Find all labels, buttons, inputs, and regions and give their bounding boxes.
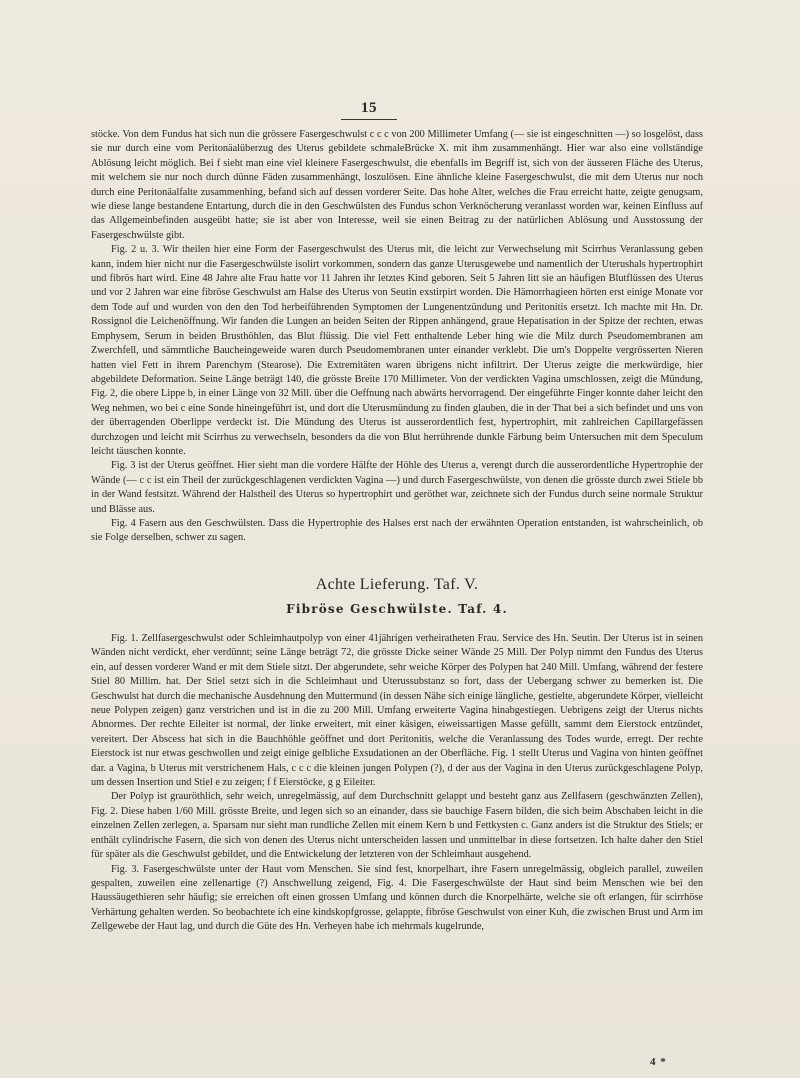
- paragraph: Fig. 2 u. 3. Wir theilen hier eine Form der Fasergeschwulst des Uterus mit, die leicht zur Verwechselung mit Scirrhus Veranlassung geben kann, indem hier nicht nur die Fasergeschwülste isolirt vorkommen, sondern das ganze Uterusgewebe und namentlich der Uterushals hypertrophirt und fibrös hart wird. Eine 48 Jahre alte Frau hatte vor 11 Jahren ihr letztes Kind geboren. Seit 5 Jahren litt sie an häufigen Blutflüssen des Uterus und vor 2 Jahren war eine fibröse Geschwulst am Halse des Uterus von Seutin exstirpirt worden. Die Hämorrhagieen hörten erst einige Monate vor dem Tode auf und wurden von den den Tod herbeiführenden Symptomen der Lungenentzündung und Peritonitis ersetzt. Ich machte mit Hn. Dr. Rossignol die Leichenöffnung. Wir fanden die Lungen an beiden Seiten der Rippen anhängend, graue Hepatisation in der Spitze der rechten, etwas Emphysem, Serum in beiden Brusthöhlen, das Blut flüssig. Die viel Fett enthaltende Leber hing wie die Milz durch Pseudomembranen am Zwerchfell, und sämmtliche Baucheingeweide waren durch Pseudomembranen unter einander verklebt. Die um's Doppelte vergrösserten Nieren hatten viel Fett in ihrem Parenchym (Stearose). Die Extremitäten waren übrigens nicht infiltrirt. Der Uterus zeigte die merkwürdige, hier abgebildete Deformation. Seine Länge beträgt 140, die grösste Breite 170 Millimeter. Von der verdickten Vagina umschlossen, zeigt die Mündung, Fig. 2, die obere Lippe b, in einer Länge von 32 Mill. über die Oeffnung nach abwärts hervorragend. Der eingeführte Finger konnte daher leicht den Weg nehmen, wo bei c eine Sonde hineingeführt ist, und dort die Uterusmündung zu finden glauben, die in der That bei a sich befindet und uns von der überragenden Oberlippe verdeckt ist. Die Mündung des Uterus ist ausserordentlich fest, hypertrophirt, mit zahlreichen Capillargefässen durchzogen und leicht mit Scirrhus zu verwechseln, besonders da die von Blut herrührende dunkle Färbung beim Untersuchen mit dem Speculum leicht täuschen konnte.: [91, 244, 703, 457]
- page-number: 15: [361, 100, 377, 116]
- page-number-rule: [341, 119, 397, 120]
- paragraph: Fig. 1. Zellfasergeschwulst oder Schleimhautpolyp von einer 41jährigen verheiratheten Frau. Service des Hn. Seutin. Der Uterus ist in seinen Wänden nicht verdickt, eher verdünnt; seine Länge beträgt 72, die grösste Dicke seiner Wände 25 Mill. Der Polyp nimmt den Fundus des Uterus ein, auf dessen vorderer Wand er mit dem Stiele sitzt. Der abgerundete, sehr weiche Körper des Polypen hat 240 Mill. Umfang, während der festere Stiel 80 Millim. hat. Der Stiel setzt sich in die Schleimhaut und Uterussubstanz so fort, dass der Uebergang schwer zu bemerken ist. Die Geschwulst hat durch die mechanische Ausdehnung den Muttermund (in dessen Nähe sich einige längliche, gestielte, abgerundete Körper, vielleicht neue Polypen zeigen) ganz verstrichen und ist in die zu 200 Mill. Umfang erweiterte Vagina hinabgestiegen. Uebrigens zeigt der Uterus nichts Abnormes. Der rechte Eileiter ist normal, der linke erweitert, mit einer käsigen, eiweissartigen Masse gefüllt, sammt dem Eierstock entzündet, vereitert. Der Abscess hat sich in die Bauchhöhle geöffnet und dort Peritonitis, welche die Veranlassung des Todes wurde, erregt. Der rechte Eierstock ist nur etwas geschwollen und zeigt einige gelbliche Exsudationen an der Oberfläche. Fig. 1 stellt Uterus und Vagina von hinten geöffnet dar. a Vagina, b Uterus mit verstrichenem Hals, c c c die kleinen jungen Polypen (?), d der aus der Vagina in den Uterus zurückgeschlagene Polyp, um dessen Insertion und Stiel e zu zeigen; f f Eierstöcke, g g Eileiter.: [91, 633, 703, 789]
- section-heading: Achte Lieferung. Taf. V.: [315, 576, 479, 593]
- paragraph: Fig. 3. Fasergeschwülste unter der Haut vom Menschen. Sie sind fest, knorpelhart, ihre Fasern unregelmässig, obgleich parallel, zuweilen gespalten, zuweilen eine zellenartige (?) Anschwellung zeigend, Fig. 4. Die Fasergeschwülste der Haut sind beim Menschen wie bei den Haussäugethieren sehr häufig; sie erreichen oft einen grossen Umfang und können durch die Knorpelhärte, welche sie oft erlangen, für scirrhöse Verhärtung gehalten werden. So beobachtete ich eine kindskopfgrosse, gelappte, fibröse Geschwulst von einer Kuh, die zwischen Brust und Arm im Zellgewebe der Haut lag, und durch die Güte des Hn. Verheyen habe ich mehrmals kugelrunde,: [91, 863, 703, 933]
- paragraph: Fig. 3 ist der Uterus geöffnet. Hier sieht man die vordere Hälfte der Höhle des Uterus a, verengt durch die ausserordentliche Hypertrophie der Wände (— c c ist ein Theil der zurückgeschlagenen verdickten Vagina —) und durch Fasergeschwülste, von denen die grösste durch zwei Stiele bb in der Wand festsitzt. Während der Halstheil des Uterus so hypertrophirt und geröthet war, zeichnete sich der Fundus durch seine normale Struktur und Blässe aus.: [91, 460, 703, 515]
- text-block-top: [91, 128, 703, 546]
- text-block-bottom: [91, 632, 703, 935]
- signature-mark: 4 *: [650, 1056, 667, 1068]
- section-subheading: Fibröse Geschwülste. Taf. 4.: [286, 602, 508, 616]
- paragraph: Fig. 4 Fasern aus den Geschwülsten. Dass die Hypertrophie des Halses erst nach der erwähnten Operation entstanden, ist wahrscheinlich, ob sie Folge derselben, schwer zu sagen.: [91, 517, 703, 544]
- paragraph: stöcke. Von dem Fundus hat sich nun die grössere Fasergeschwulst c c c von 200 Millimeter Umfang (— sie ist eingeschnitten —) so losgelöst, dass sie nur durch eine vom Peritonäalüberzug des Uterus gebildete schmaleBrücke X. mit ihm zusammenhängt. Hier war also eine vollständige Ablösung leicht möglich. Bei f sieht man eine viel kleinere Fasergeschwulst, die ebenfalls im Begriff ist, sich von der äusseren Fläche des Uterus, mit welchem sie nur noch durch dünne Fäden zusammenhängt, loszulösen. Eine ähnliche kleine Fasergeschwulst, die mit dem Uterus nur noch durch eine Peritonäalfalte zusammenhing, befand sich auf dessen vorderer Seite. Das hohe Alter, welches die Frau erreicht hatte, zeigte genugsam, wie diese lange bestandene Entartung, durch die in den Geschwülsten des Fundus schon Verknöcherung veranlasst worden war, keinen Einfluss auf das Allgemeinbefinden ausgeübt hatte; sie ist aber von Interesse, weil sie einen Beitrag zu der natürlichen Ablösung und Ausstossung der Fasergeschwülste gibt.: [91, 129, 703, 241]
- paragraph: Der Polyp ist grauröthlich, sehr weich, unregelmässig, auf dem Durchschnitt gelappt und besteht ganz aus Zellfasern (geschwänzten Zellen), Fig. 2. Diese haben 1/60 Mill. grösste Breite, und legen sich so an einander, dass sie bauchige Fasern bilden, die sich beim Abschaben leicht in die einzelnen Zellen zerlegen, a. Sparsam nur sieht man rundliche Zellen mit einem Kern b und Fettkysten c. Ganz anders ist die Struktur des Stiels; er enthält cylindrische Fasern, die sich von denen des Uterus nicht unterscheiden lassen und unmittelbar in diese fortsetzen. Ich halte daher den Stiel für später als die Geschwulst gebildet, und die Entwickelung der letzteren von der Schleimhaut ausgehend.: [91, 791, 703, 861]
